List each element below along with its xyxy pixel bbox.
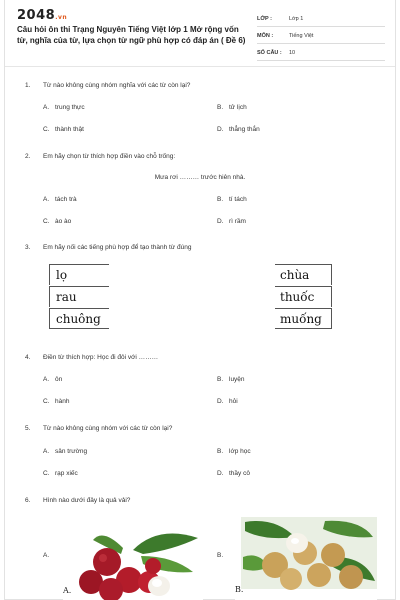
fill-sentence: Mưa rơi ……… trước hiên nhà.	[154, 174, 246, 181]
option-5d[interactable]: D. thầy cô	[217, 470, 250, 477]
page-title: Câu hỏi ôn thi Trạng Nguyên Tiếng Việt lớp 1 Mở rộng vốn từ, nghĩa của từ, lựa chọn từ ngữ phù hợp có đáp án ( Đề 6)	[17, 25, 246, 45]
option-4b[interactable]: B. luyện	[217, 376, 245, 383]
meta-row-grade: LỚP : Lớp 1	[257, 12, 385, 27]
longan-image[interactable]	[235, 517, 377, 600]
option-1b[interactable]: B. tử lịch	[217, 104, 247, 111]
lychee-caption: A.	[63, 586, 72, 595]
option-6b-letter[interactable]: B.	[217, 552, 224, 559]
option-5a[interactable]: A. sân trường	[43, 448, 88, 455]
match-left-1[interactable]: lọ	[49, 264, 109, 285]
option-5b[interactable]: B. lớp học	[217, 448, 251, 455]
header-divider	[5, 66, 395, 67]
option-6a-letter[interactable]: A.	[43, 552, 50, 559]
question-5: 5. Từ nào không cùng nhóm với các từ còn lại?	[25, 425, 173, 432]
option-1d[interactable]: D. thẳng thắn	[217, 126, 260, 133]
option-4c[interactable]: C. hành	[43, 398, 70, 405]
option-2a[interactable]: A. tách trà	[43, 196, 77, 203]
document-page	[4, 0, 396, 600]
longan-caption: B.	[235, 585, 244, 594]
option-5c[interactable]: C. rạp xiếc	[43, 470, 78, 477]
lychee-illustration	[63, 520, 203, 600]
question-1: 1. Từ nào không cùng nhóm nghĩa với các từ còn lại?	[25, 82, 191, 89]
longan-illustration	[235, 517, 377, 600]
meta-row-subject: MÔN : Tiếng Việt	[257, 29, 385, 44]
option-2d[interactable]: D. rì rầm	[217, 218, 246, 225]
match-left-3[interactable]: chuông	[49, 308, 109, 329]
meta-row-count: SỐ CÂU : 10	[257, 46, 385, 61]
question-6: 6. Hình nào dưới đây là quả vải?	[25, 497, 131, 504]
site-logo[interactable]: 2048.vn	[17, 8, 68, 23]
lychee-image[interactable]	[63, 520, 203, 600]
match-right-2[interactable]: thuốc	[275, 286, 332, 307]
question-3: 3. Em hãy nối các tiếng phù hợp để tạo thành từ đúng	[25, 244, 192, 251]
option-2b[interactable]: B. tí tách	[217, 196, 247, 203]
match-right-3[interactable]: muống	[275, 308, 332, 329]
option-1c[interactable]: C. thành thật	[43, 126, 84, 133]
option-4d[interactable]: D. hỏi	[217, 398, 238, 405]
match-left-2[interactable]: rau	[49, 286, 109, 307]
option-4a[interactable]: A. ôn	[43, 376, 63, 383]
option-2c[interactable]: C. ào ào	[43, 218, 72, 225]
match-right-1[interactable]: chùa	[275, 264, 332, 285]
option-1a[interactable]: A. trung thực	[43, 104, 85, 111]
question-4: 4. Điền từ thích hợp: Học đi đôi với ………	[25, 354, 159, 361]
meta-panel	[257, 12, 385, 63]
header	[5, 0, 395, 66]
question-2: 2. Em hãy chọn từ thích hợp điền vào chỗ trống:	[25, 153, 176, 160]
